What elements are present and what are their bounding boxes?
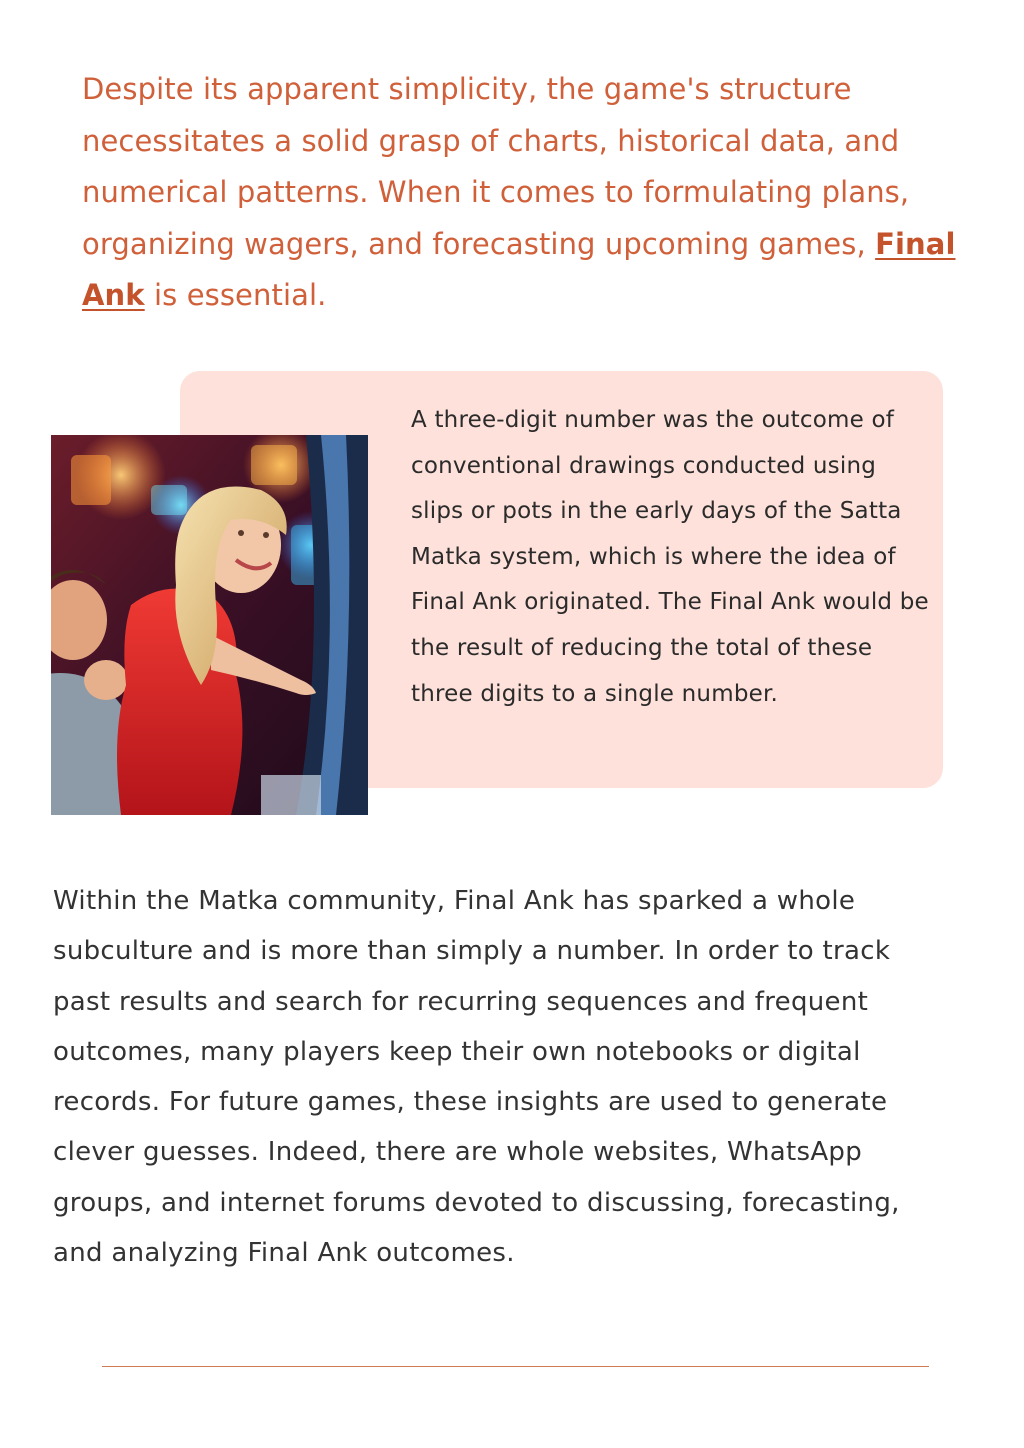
casino-photo bbox=[51, 435, 368, 815]
intro-paragraph bbox=[82, 64, 962, 322]
body-paragraph: Within the Matka community, Final Ank has sparked a whole subculture and is more than simply a number. In order to track past results and search for recurring sequences and frequent outcomes, many players keep their own notebooks or digital records. For future games, these insights are used to generate clever guesses. Indeed, there are whole websites, WhatsApp groups, and internet forums devoted to discussing, forecasting, and analyzing Final Ank outcomes. bbox=[53, 886, 900, 1269]
footer-divider bbox=[102, 1366, 929, 1367]
intro-text-after: is essential. bbox=[144, 278, 327, 312]
final-ank-link[interactable]: Final Ank bbox=[82, 226, 956, 312]
intro-text-before: Despite its apparent simplicity, the game's structure necessitates a solid grasp of charts, historical data, and numerical patterns. When it comes to formulating plans, organizing wagers, and forecasting upcoming games, bbox=[82, 72, 910, 261]
callout-paragraph: A three-digit number was the outcome of conventional drawings conducted using slips or pots in the early days of the Satta Matka system, which is where the idea of Final Ank originated. The Final Ank would be the result of reducing the total of these three digits to a single number. bbox=[411, 407, 929, 707]
casino-photo-illustration bbox=[51, 435, 368, 815]
